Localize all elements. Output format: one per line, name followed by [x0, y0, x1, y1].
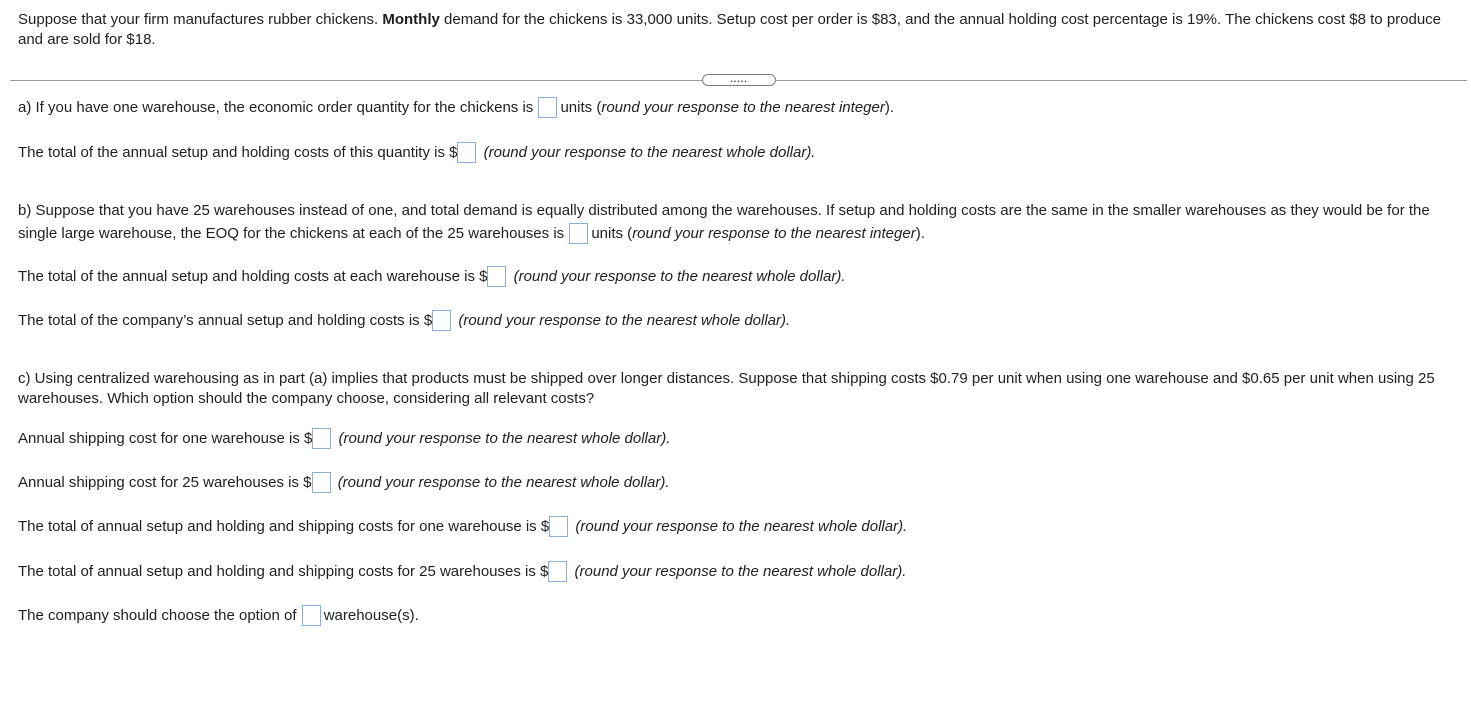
part-c-q4-text: The total of annual setup and holding and shipping costs for 25 warehouses is $	[18, 563, 549, 580]
part-a-question-2	[18, 143, 815, 163]
part-a-q2-text: The total of the annual setup and holding costs of this quantity is $	[18, 144, 458, 161]
cost-each-warehouse-input[interactable]	[487, 266, 506, 287]
eoq-25-warehouses-input[interactable]	[569, 223, 588, 244]
part-c-question-3	[18, 517, 907, 537]
part-a-q1-hint: round your response to the nearest integer	[601, 99, 885, 116]
part-c-q1-hint: (round your response to the nearest whole dollar).	[338, 430, 671, 447]
part-b-q1-text: b) Suppose that you have 25 warehouses instead of one, and total demand is equally distributed among the warehouses. If setup and holding costs are the same in the smaller warehouses as they would be for the single large warehouse, the EOQ for the chickens at each of the 25 warehouses is	[18, 202, 1430, 242]
part-c-q1-text: Annual shipping cost for one warehouse is $	[18, 430, 313, 447]
part-b-q1-hint: round your response to the nearest integer	[632, 225, 916, 242]
part-b-q2-hint: (round your response to the nearest whole dollar).	[513, 268, 846, 285]
part-c-q3-hint: (round your response to the nearest whole dollar).	[575, 518, 908, 535]
part-c-question-4	[18, 562, 906, 582]
part-a-q2-hint: (round your response to the nearest whole dollar).	[483, 144, 816, 161]
warehouse-choice-input[interactable]	[302, 605, 321, 626]
part-b-q3-hint: (round your response to the nearest whole dollar).	[458, 312, 791, 329]
intro-text-post: demand for the chickens is 33,000 units. Setup cost per order is $83, and the annual holding cost percentage is 19%. The chickens cost $8 to produce and are sold for $18.	[18, 11, 1442, 48]
part-c-question-1	[18, 429, 670, 449]
eoq-one-warehouse-input[interactable]	[538, 97, 557, 118]
problem-statement	[18, 10, 1463, 50]
part-b-question-2	[18, 267, 846, 287]
part-c-intro: c) Using centralized warehousing as in part (a) implies that products must be shipped over longer distances. Suppose that shipping costs $0.79 per unit when using one warehouse and $0.65 per unit when using 25 warehouses. Which option should the company choose, considering all relevant costs?	[18, 370, 1435, 407]
part-c-q5-unit: warehouse(s).	[323, 607, 419, 624]
part-b-q3-text: The total of the company’s annual setup and holding costs is $	[18, 312, 433, 329]
part-c-question-5	[18, 606, 419, 626]
expand-dots: .....	[730, 73, 748, 84]
total-with-shipping-25-input[interactable]	[548, 561, 567, 582]
total-with-shipping-one-input[interactable]	[549, 516, 568, 537]
part-c-q5-text: The company should choose the option of	[18, 607, 297, 624]
part-c-q4-hint: (round your response to the nearest whole dollar).	[574, 563, 907, 580]
part-b-q1-units: units (	[591, 225, 633, 242]
part-b-q1-close: ).	[915, 225, 925, 242]
part-b-question-1	[18, 199, 1458, 245]
shipping-25-warehouses-input[interactable]	[312, 472, 331, 493]
part-b-question-3	[18, 311, 790, 331]
total-cost-one-warehouse-input[interactable]	[457, 142, 476, 163]
company-total-cost-input[interactable]	[432, 310, 451, 331]
part-b-q2-text: The total of the annual setup and holding costs at each warehouse is $	[18, 268, 488, 285]
shipping-one-warehouse-input[interactable]	[312, 428, 331, 449]
part-a-q1-text: a) If you have one warehouse, the economic order quantity for the chickens is	[18, 99, 534, 116]
part-a-question-1	[18, 98, 894, 118]
part-a-q1-close: ).	[884, 99, 895, 116]
part-c-q2-text: Annual shipping cost for 25 warehouses is $	[18, 474, 312, 491]
expand-button[interactable]	[702, 74, 776, 86]
part-a-q1-units: units (	[560, 99, 602, 116]
part-c-question-2	[18, 473, 670, 493]
part-c-q2-hint: (round your response to the nearest whole dollar).	[337, 474, 670, 491]
intro-text-pre: Suppose that your firm manufactures rubber chickens.	[18, 11, 383, 28]
intro-text-bold: Monthly	[382, 11, 440, 28]
part-c-q3-text: The total of annual setup and holding and shipping costs for one warehouse is $	[18, 518, 550, 535]
